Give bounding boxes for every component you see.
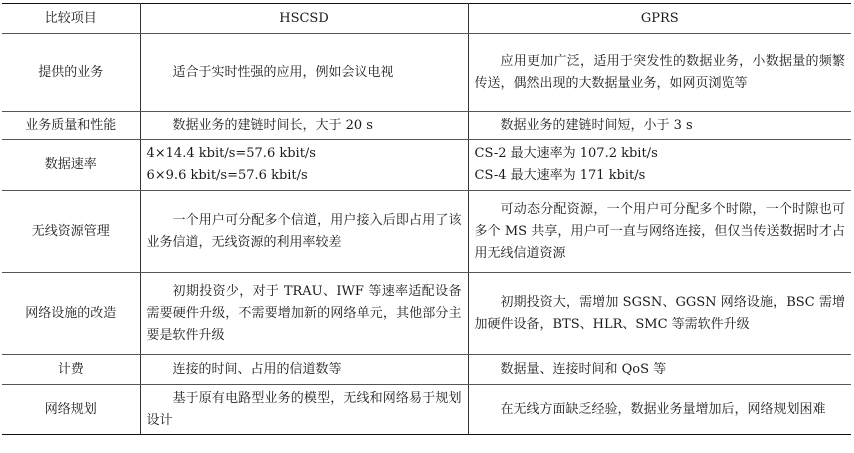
gprs-cell: 可动态分配资源，一个用户可分配多个时隙，一个时隙也可多个 MS 共享，用户可一直与网络连接，但仅当传送数据时才占用无线信道资源 xyxy=(468,191,851,273)
header-item: 比较项目 xyxy=(2,4,140,34)
gprs-cell: 应用更加广泛，适用于突发性的数据业务，小数据量的频繁传送，偶然出现的大数据量业务，如网页浏览等 xyxy=(468,34,851,112)
hscsd-rate-line: 6×9.6 kbit/s=57.6 kbit/s xyxy=(146,168,308,183)
hscsd-cell: 基于原有电路型业务的模型，无线和网络易于规划设计 xyxy=(140,385,468,435)
table-row xyxy=(2,273,851,355)
row-label: 网络规划 xyxy=(2,385,140,435)
table-row xyxy=(2,34,851,112)
row-label: 无线资源管理 xyxy=(2,191,140,273)
gprs-cell: 数据业务的建链时间短，小于 3 s xyxy=(468,112,851,140)
hscsd-cell: 适合于实时性强的应用，例如会议电视 xyxy=(140,34,468,112)
row-label: 网络设施的改造 xyxy=(2,273,140,355)
hscsd-cell: 数据业务的建链时间长，大于 20 s xyxy=(140,112,468,140)
gprs-cell: 在无线方面缺乏经验，数据业务量增加后，网络规划困难 xyxy=(468,385,851,435)
comparison-table xyxy=(2,3,851,435)
row-label: 业务质量和性能 xyxy=(2,112,140,140)
hscsd-rate-line: 4×14.4 kbit/s=57.6 kbit/s xyxy=(146,146,316,161)
header-gprs: GPRS xyxy=(468,4,851,34)
gprs-rate-line: CS-4 最大速率为 171 kbit/s xyxy=(474,168,646,183)
table-row xyxy=(2,385,851,435)
header-hscsd: HSCSD xyxy=(140,4,468,34)
table-row xyxy=(2,112,851,140)
gprs-cell: 初期投资大，需增加 SGSN、GGSN 网络设施，BSC 需增加硬件设备，BTS、HLR、SMC 等需软件升级 xyxy=(468,273,851,355)
row-label: 计费 xyxy=(2,355,140,385)
hscsd-cell: 一个用户可分配多个信道，用户接入后即占用了该业务信道，无线资源的利用率较差 xyxy=(140,191,468,273)
table-row xyxy=(2,140,851,191)
hscsd-cell: 连接的时间、占用的信道数等 xyxy=(140,355,468,385)
table-row xyxy=(2,191,851,273)
table-row xyxy=(2,355,851,385)
gprs-rate-line: CS-2 最大速率为 107.2 kbit/s xyxy=(474,146,658,161)
hscsd-cell xyxy=(140,140,468,191)
gprs-cell: 数据量、连接时间和 QoS 等 xyxy=(468,355,851,385)
row-label: 数据速率 xyxy=(2,140,140,191)
row-label: 提供的业务 xyxy=(2,34,140,112)
hscsd-cell: 初期投资少，对于 TRAU、IWF 等速率适配设备需要硬件升级，不需要增加新的网络单元，其他部分主要是软件升级 xyxy=(140,273,468,355)
gprs-cell xyxy=(468,140,851,191)
table-header-row xyxy=(2,4,851,34)
